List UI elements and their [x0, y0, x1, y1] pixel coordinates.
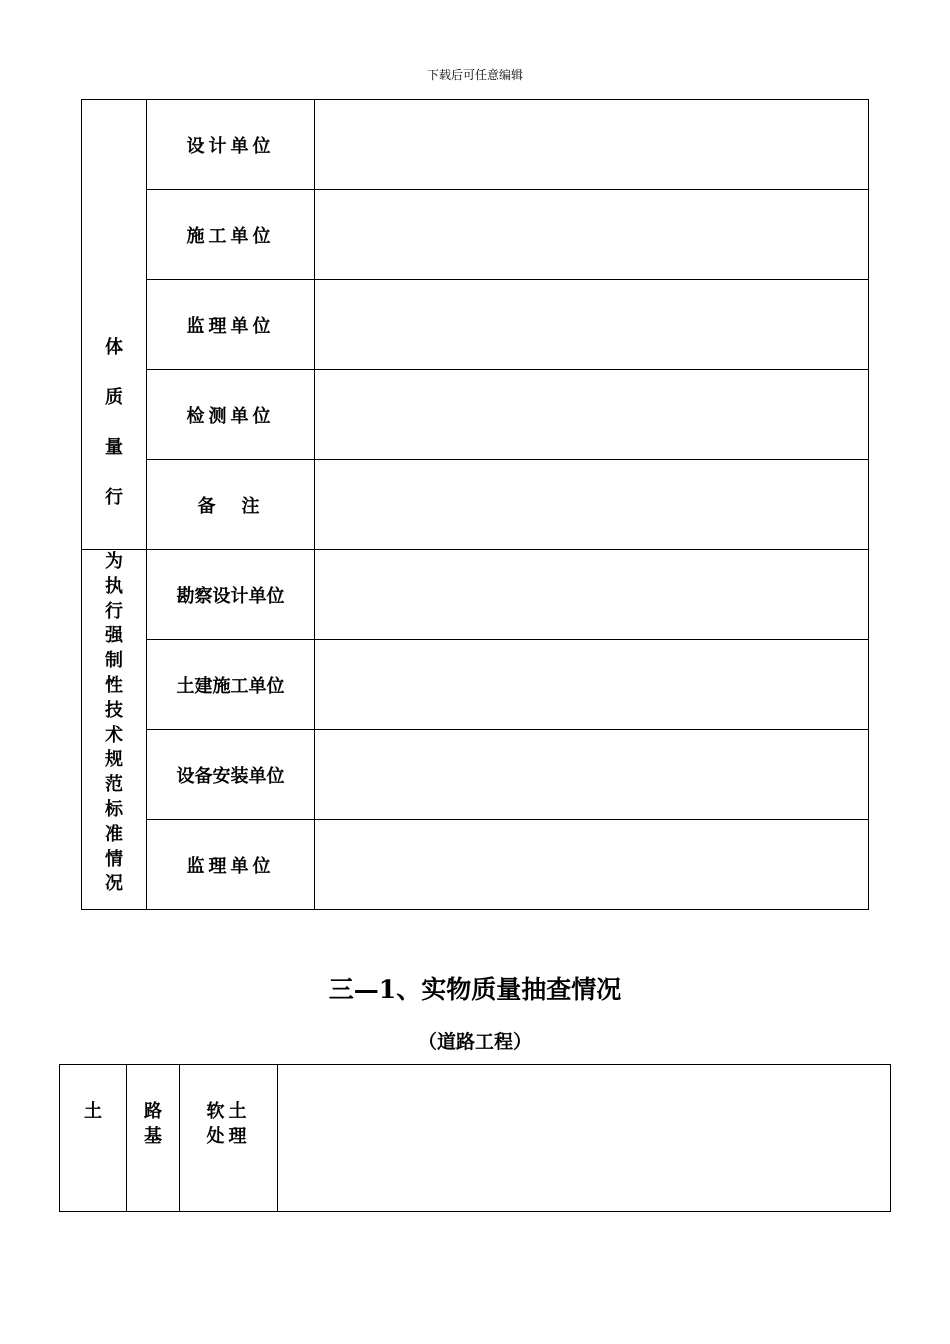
- subcategory-cell: [127, 1065, 180, 1212]
- table-row: [82, 730, 869, 820]
- row-value-civil-construction-unit[interactable]: [315, 640, 869, 730]
- subcategory-line: 基: [144, 1126, 162, 1147]
- table-row: [60, 1065, 891, 1212]
- row-label-testing-unit: 检测单位: [147, 370, 315, 460]
- category-cell: [60, 1065, 127, 1212]
- side-char: 情: [105, 848, 123, 870]
- side-char: 为: [105, 551, 123, 572]
- side-char: 行: [105, 487, 123, 508]
- side-char: 强: [105, 625, 123, 647]
- road-inspection-table: [59, 1064, 891, 1212]
- row-label-supervision-unit-2: 监理单位: [147, 820, 315, 910]
- side-char: 范: [105, 774, 123, 796]
- section-subtitle: （道路工程）: [417, 1031, 532, 1053]
- header-note: 下载后可任意编辑: [426, 68, 523, 82]
- side-char: 标: [105, 798, 123, 820]
- side-char: 制: [105, 650, 123, 672]
- table-row: [82, 280, 869, 370]
- category-label: 土: [84, 1101, 102, 1122]
- side-char: 质: [105, 387, 123, 408]
- side-char: 规: [105, 749, 123, 771]
- side-char: 执: [105, 575, 123, 597]
- row-label-equipment-install-unit: 设备安装单位: [147, 730, 315, 820]
- side-label-top: [82, 100, 147, 550]
- row-value-remarks[interactable]: [315, 460, 869, 550]
- table-row: [82, 100, 869, 190]
- row-value-construction-unit[interactable]: [315, 190, 869, 280]
- row-label-civil-construction-unit: 土建施工单位: [147, 640, 315, 730]
- row-value-equipment-install-unit[interactable]: [315, 730, 869, 820]
- row-label-construction-unit: 施工单位: [147, 190, 315, 280]
- row-value-testing-unit[interactable]: [315, 370, 869, 460]
- side-label-bottom: [82, 550, 147, 910]
- row-label-supervision-unit: 监理单位: [147, 280, 315, 370]
- row-label-remarks: 备 注: [147, 460, 315, 550]
- side-char: 术: [105, 724, 123, 746]
- row-value-survey-design-unit[interactable]: [315, 550, 869, 640]
- item-line: 软土: [206, 1101, 251, 1122]
- row-label-design-unit: 设计单位: [147, 100, 315, 190]
- table-row: [82, 640, 869, 730]
- item-line: 处理: [206, 1126, 251, 1147]
- side-char: 性: [105, 674, 123, 696]
- row-label-survey-design-unit: 勘察设计单位: [147, 550, 315, 640]
- row-value-supervision-unit[interactable]: [315, 280, 869, 370]
- table-row: [82, 550, 869, 640]
- section-title: 三—1、实物质量抽查情况: [328, 975, 622, 1004]
- quality-behavior-table: [81, 99, 869, 910]
- side-char: 行: [105, 600, 123, 622]
- side-char: 体: [105, 337, 123, 358]
- table-row: [82, 460, 869, 550]
- row-value-supervision-unit-2[interactable]: [315, 820, 869, 910]
- item-cell: [180, 1065, 278, 1212]
- table-row: [82, 190, 869, 280]
- side-char: 量: [105, 437, 123, 458]
- item-value-cell[interactable]: [278, 1065, 891, 1212]
- table-row: [82, 820, 869, 910]
- side-char: 况: [105, 873, 123, 895]
- side-char: 准: [105, 823, 123, 845]
- subcategory-line: 路: [144, 1101, 162, 1122]
- table-row: [82, 370, 869, 460]
- row-value-design-unit[interactable]: [315, 100, 869, 190]
- side-char: 技: [105, 699, 123, 721]
